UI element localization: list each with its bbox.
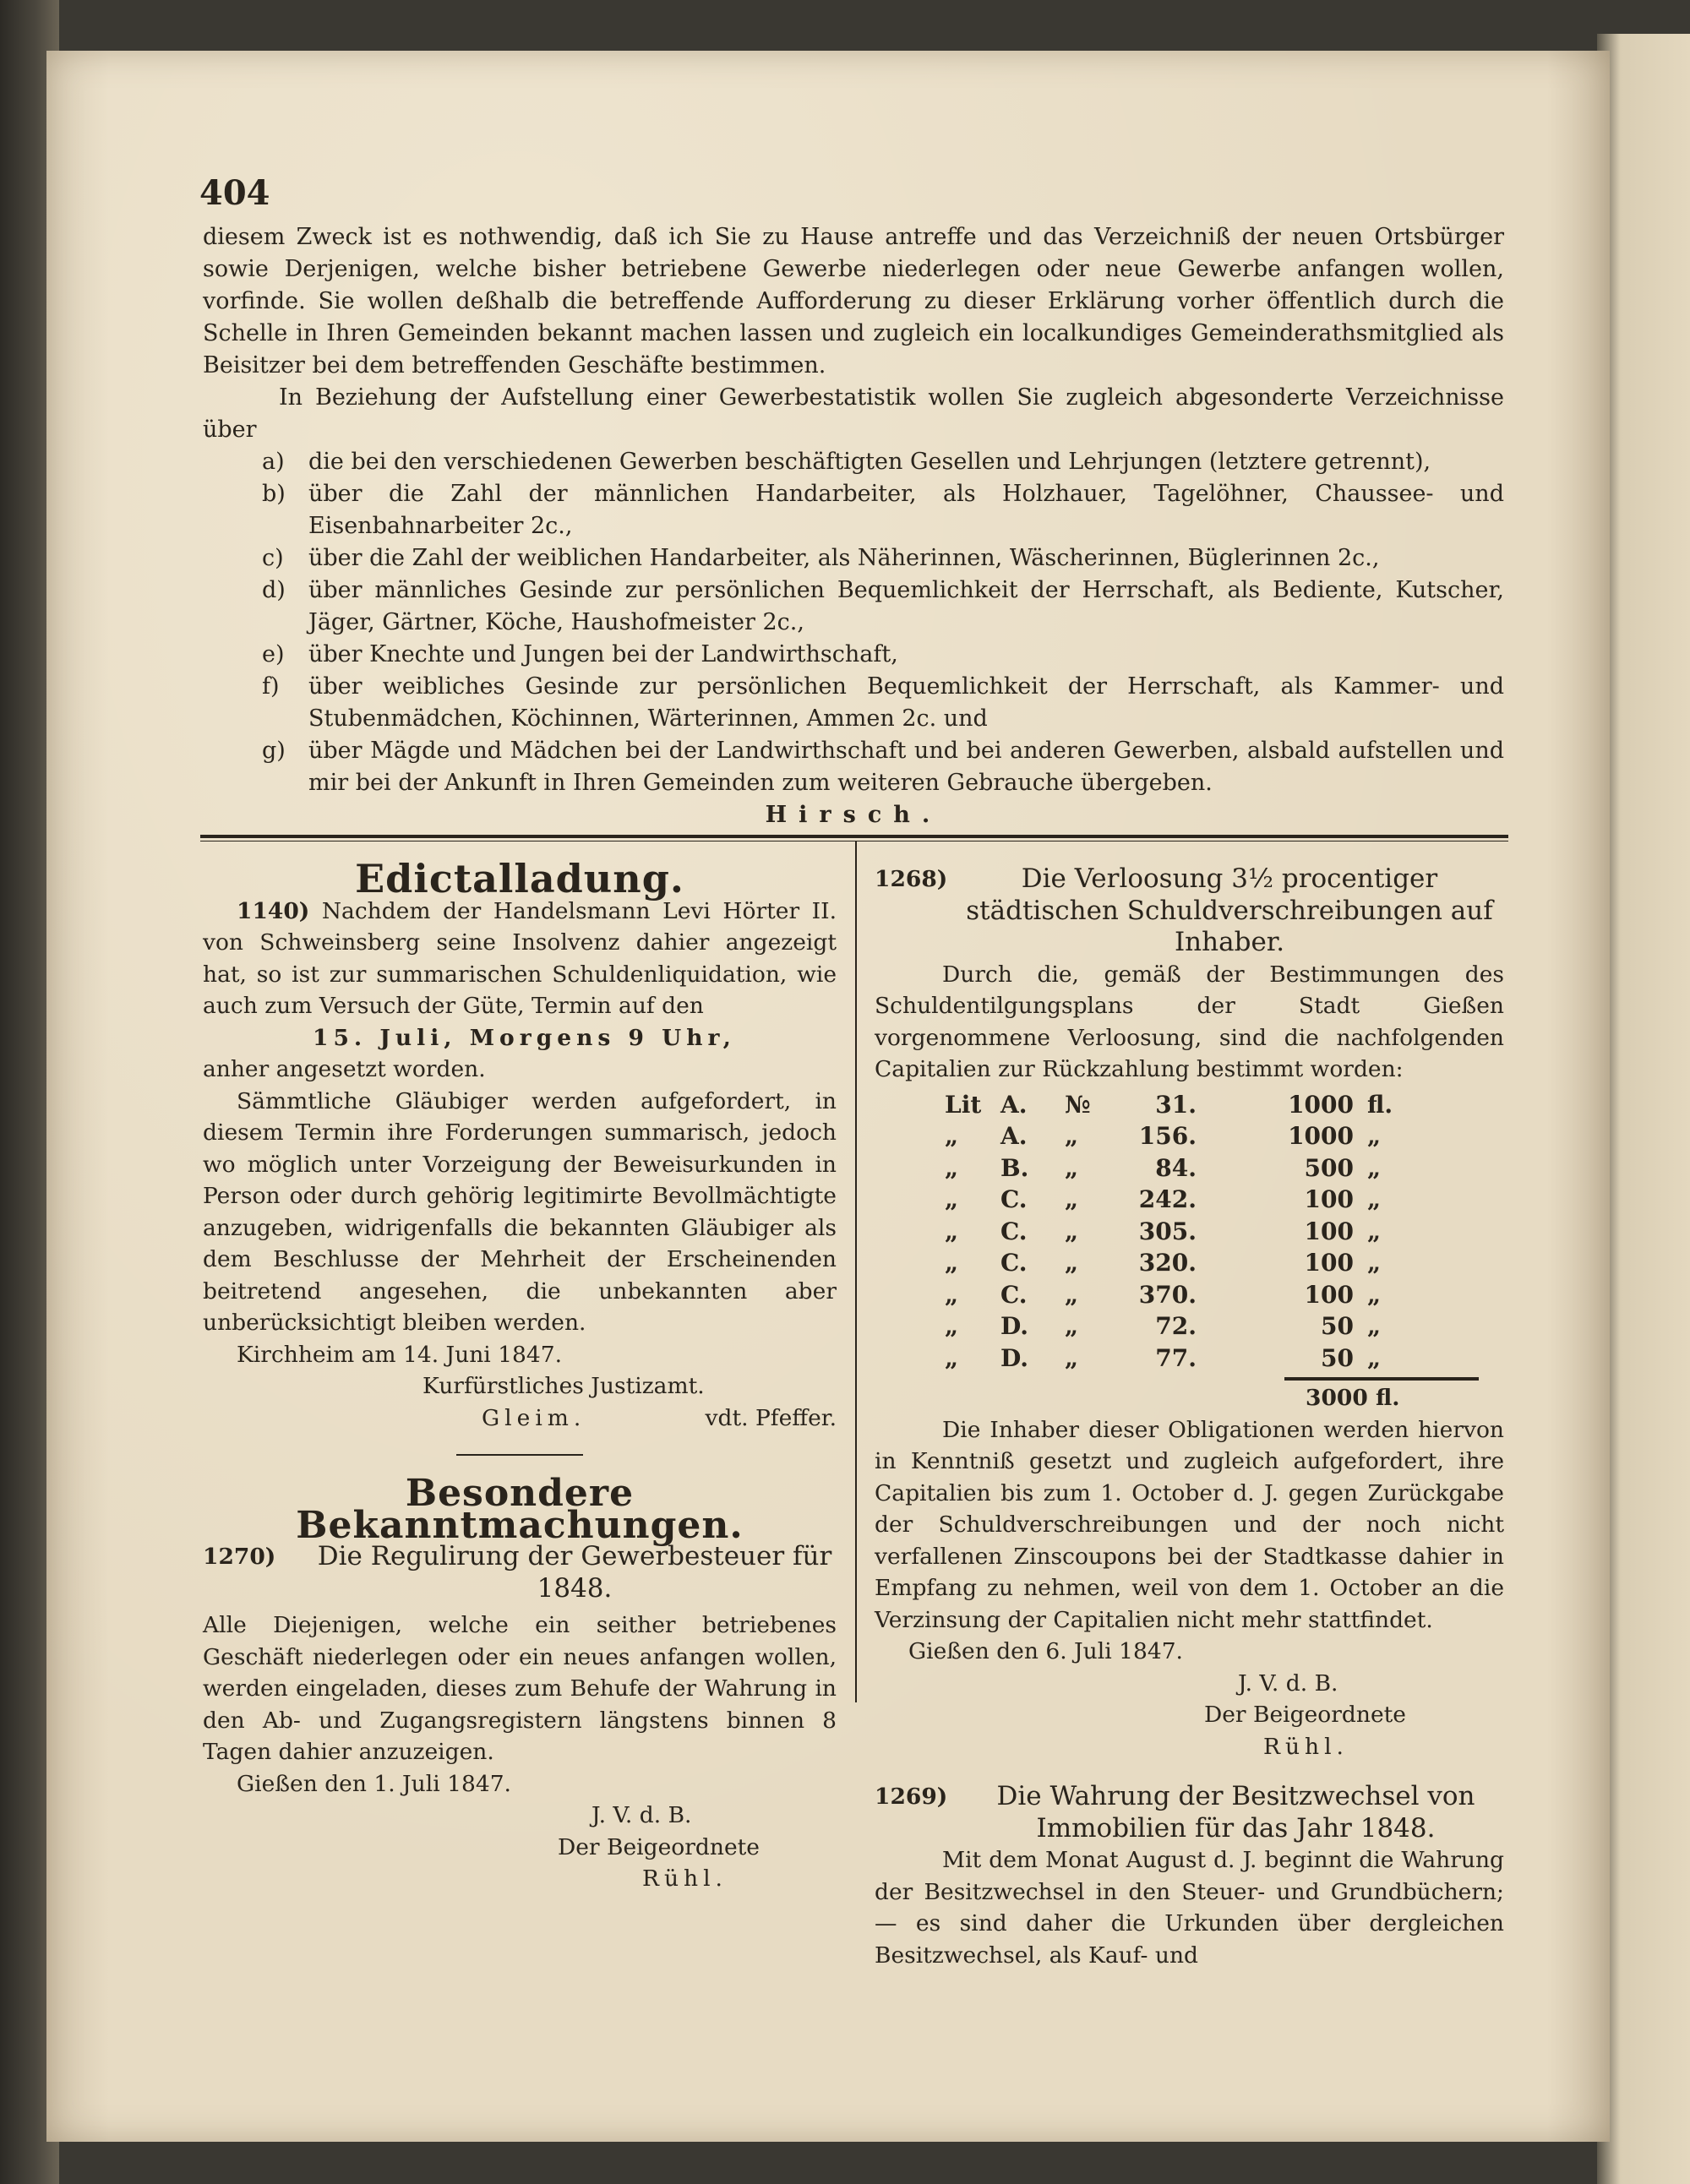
- lots-total: 3000 fl.: [1306, 1385, 1400, 1411]
- lot-unit: „: [1367, 1185, 1382, 1213]
- notice-1270-text: Alle Diejenigen, welche ein seither betriebenes Geschäft niederlegen oder ein neues anfangen wollen, werden eingeladen, dieses zum Behufe der Wahrung in den Ab- und Zugangsregistern längstens binnen 8 Tagen dahier anzuzeigen.: [203, 1612, 837, 1765]
- lot-number-sign: „: [1065, 1280, 1079, 1309]
- lot-amount: 1000: [1288, 1090, 1354, 1119]
- list-item-e: [203, 639, 1504, 671]
- list-item-b: [203, 478, 1504, 542]
- lot-letter: C.: [1000, 1249, 1028, 1277]
- lot-number: 72.: [1155, 1312, 1197, 1340]
- lot-number-sign: „: [1065, 1343, 1079, 1372]
- column-rule: [855, 841, 857, 1702]
- notice-1268-sig-3: Rühl.: [1263, 1733, 1349, 1760]
- lot-number-sign: „: [1065, 1249, 1079, 1277]
- lot-letter: C.: [1000, 1185, 1028, 1213]
- lot-letter: B.: [1000, 1153, 1029, 1182]
- notice-1270-place-date: Gießen den 1. Juli 1847.: [237, 1770, 511, 1797]
- signature-gleim: Gleim.: [482, 1404, 586, 1431]
- lot-row: [938, 1216, 1408, 1248]
- notice-1270-heading: [203, 1541, 837, 1604]
- notice-1268-heading: [875, 863, 1504, 959]
- notice-1270-title: Die Regulirung der Gewerbesteuer für 1848.: [317, 1541, 832, 1604]
- lot-unit: „: [1367, 1122, 1382, 1150]
- lot-row: [938, 1343, 1408, 1375]
- notice-1270-sig-3: Rühl.: [642, 1865, 728, 1892]
- lot-amount: 100: [1304, 1280, 1354, 1309]
- lot-row: [938, 1152, 1408, 1185]
- edict-title: Edictalladung.: [355, 856, 684, 901]
- lot-unit: „: [1367, 1312, 1382, 1340]
- lot-row: [938, 1120, 1408, 1152]
- notice-1268-sig-1: J. V. d. B.: [1238, 1669, 1338, 1697]
- notice-1269-text: Mit dem Monat August d. J. beginnt die Wahrung der Besitzwechsel in den Steuer- und Grundbüchern; — es sind daher die Urkunden über dergleichen Besitzwechsel, als Kauf- und: [875, 1847, 1504, 1969]
- notice-1268-place-date: Gießen den 6. Juli 1847.: [908, 1638, 1183, 1664]
- notices-title: Besondere Bekanntmachungen.: [296, 1472, 744, 1547]
- lot-unit: „: [1367, 1280, 1382, 1309]
- lot-number: 77.: [1155, 1343, 1197, 1372]
- lot-prefix: „: [945, 1122, 959, 1150]
- list-label: a): [262, 449, 285, 475]
- list-label: e): [262, 641, 285, 667]
- list-label: d): [262, 577, 286, 603]
- lot-row: [938, 1279, 1408, 1311]
- lot-amount: 100: [1304, 1185, 1354, 1213]
- edict-signatures: [203, 1402, 837, 1435]
- notice-1268-title: Die Verloosung 3½ procentiger städtischen Schuldverschreibungen auf Inhaber.: [966, 863, 1493, 957]
- list-item-g: [203, 735, 1504, 799]
- notice-1270-sig-2: Der Beigeordnete: [558, 1833, 760, 1860]
- right-column: [875, 863, 1504, 1971]
- list-text: über weibliches Gesinde zur persönlichen Bequemlichkeit der Herrschaft, als Kammer- und Stubenmädchen, Köchinnen, Wärterinnen, Ammen 2c. und: [308, 673, 1504, 732]
- lot-number-sign: „: [1065, 1153, 1079, 1182]
- lot-amount: 50: [1321, 1312, 1354, 1340]
- list-text: über Mägde und Mädchen bei der Landwirthschaft und bei anderen Gewerben, alsbald aufstellen und mir bei der Ankunft in Ihren Gemeinden zum weiteren Gebrauche übergeben.: [308, 738, 1504, 796]
- list-label: c): [262, 545, 284, 571]
- list-item-c: [203, 542, 1504, 575]
- lot-number: 84.: [1155, 1153, 1197, 1182]
- edict-paragraph: [203, 896, 837, 1022]
- lot-row: [938, 1247, 1408, 1279]
- lot-unit: „: [1367, 1249, 1382, 1277]
- next-page-edge: [1597, 34, 1690, 2184]
- lot-prefix: Lit: [945, 1090, 982, 1119]
- notice-1269-heading: [875, 1781, 1504, 1844]
- lot-letter: D.: [1000, 1312, 1029, 1340]
- lot-number-sign: „: [1065, 1185, 1079, 1213]
- list-text: über die Zahl der männlichen Handarbeiter, als Holzhauer, Tagelöhner, Chaussee- und Eisenbahnarbeiter 2c.,: [308, 481, 1504, 539]
- total-rule: [1284, 1377, 1479, 1381]
- edict-text: Nachdem der Handelsmann Levi Hörter II. von Schweinsberg seine Insolvenz dahier angezeigt hat, so ist zur summarischen Schuldenliquidation, wie auch zum Versuch der Güte, Termin auf den: [203, 897, 837, 1019]
- notice-number: 1268): [875, 866, 948, 892]
- notice-1268-text: Durch die, gemäß der Bestimmungen des Schuldentilgungsplans der Stadt Gießen vorgenommene Verloosung, sind die nachfolgenden Capitalien zur Rückzahlung bestimmt worden:: [875, 961, 1504, 1082]
- lot-letter: A.: [1000, 1122, 1028, 1150]
- edict-text-3: Sämmtliche Gläubiger werden aufgefordert, in diesem Termin ihre Forderungen summarisch, jedoch wo möglich unter Vorzeigung der Beweisurkunden in Person oder durch gehörig legitimirte Bevollmächtigte anzugeben, widrigenfalls die bekannten Gläubiger als dem Beschlusse der Mehrheit der Erscheinenden beitretend angesehen, die unbekannten aber unberücksichtigt bleiben werden.: [203, 1087, 837, 1336]
- lot-number-sign: „: [1065, 1312, 1079, 1340]
- lot-prefix: „: [945, 1312, 959, 1340]
- notice-1268-text-2: Die Inhaber dieser Obligationen werden hiervon in Kenntniß gesetzt und zugleich aufgefordert, ihre Capitalien bis zum 1. October d. J. gegen Zurückgabe der Schuldverschreibungen und der noch nicht verfallenen Zinscoupons bei der Stadtkasse dahier in Empfang zu nehmen, weil von dem 1. October an die Verzinsung der Capitalien nicht mehr stattfindet.: [875, 1416, 1504, 1633]
- notice-number: 1270): [203, 1544, 276, 1570]
- top-section: [203, 221, 1504, 831]
- notice-number: 1140): [237, 897, 310, 924]
- divider: [456, 1454, 583, 1456]
- lot-prefix: „: [945, 1185, 959, 1213]
- lot-amount: 500: [1304, 1153, 1354, 1182]
- lot-number-sign: „: [1065, 1217, 1079, 1245]
- lot-row: [938, 1089, 1408, 1121]
- notice-number: 1269): [875, 1784, 948, 1810]
- left-column: [203, 856, 837, 1895]
- lot-unit: „: [1367, 1153, 1382, 1182]
- lot-number: 305.: [1138, 1217, 1197, 1245]
- signature-pfeffer: vdt. Pfeffer.: [705, 1404, 837, 1431]
- lot-number: 320.: [1138, 1249, 1197, 1277]
- lot-prefix: „: [945, 1153, 959, 1182]
- lot-prefix: „: [945, 1217, 959, 1245]
- edict-date: 15. Juli, Morgens 9 Uhr,: [313, 1024, 736, 1051]
- lot-number-sign: „: [1065, 1122, 1079, 1150]
- signature-hirsch: Hirsch.: [765, 802, 942, 828]
- lot-letter: D.: [1000, 1343, 1029, 1372]
- notice-1268-sig-2: Der Beigeordnete: [1204, 1702, 1406, 1728]
- lot-number: 242.: [1138, 1185, 1197, 1213]
- list-label: f): [262, 673, 280, 700]
- lot-unit: „: [1367, 1217, 1382, 1245]
- lot-prefix: „: [945, 1343, 959, 1372]
- lot-amount: 50: [1321, 1343, 1354, 1372]
- lot-amount: 100: [1304, 1217, 1354, 1245]
- lot-number: 156.: [1138, 1122, 1197, 1150]
- edict-text-2: anher angesetzt worden.: [203, 1056, 486, 1082]
- lots-table: [938, 1089, 1408, 1375]
- page-number: 404: [199, 173, 270, 213]
- lot-amount: 1000: [1288, 1122, 1354, 1150]
- lot-number-sign: №: [1065, 1090, 1091, 1119]
- edict-office: Kurfürstliches Justizamt.: [422, 1373, 705, 1399]
- top-paragraph-2: In Beziehung der Aufstellung einer Gewerbestatistik wollen Sie zugleich abgesonderte Verzeichnisse über: [203, 384, 1504, 443]
- list-text: die bei den verschiedenen Gewerben beschäftigten Gesellen und Lehrjungen (letztere getrennt),: [308, 449, 1431, 475]
- lot-row: [938, 1184, 1408, 1216]
- lot-letter: C.: [1000, 1217, 1028, 1245]
- lot-unit: fl.: [1367, 1090, 1393, 1119]
- list-text: über Knechte und Jungen bei der Landwirthschaft,: [308, 641, 898, 667]
- lot-row: [938, 1310, 1408, 1343]
- notice-1270-sig-1: J. V. d. B.: [592, 1802, 692, 1828]
- list-item-a: [203, 446, 1504, 478]
- notice-1269-title: Die Wahrung der Besitzwechsel von Immobilien für das Jahr 1848.: [996, 1781, 1475, 1844]
- list-label: g): [262, 738, 286, 764]
- lot-number: 370.: [1138, 1280, 1197, 1309]
- list-text: über die Zahl der weiblichen Handarbeiter, als Näherinnen, Wäscherinnen, Büglerinnen 2c.,: [308, 545, 1380, 571]
- lot-number: 31.: [1155, 1090, 1197, 1119]
- list-item-f: [203, 671, 1504, 735]
- top-paragraph-1: diesem Zweck ist es nothwendig, daß ich Sie zu Hause antreffe und das Verzeichniß der neuen Ortsbürger sowie Derjenigen, welche bisher betriebene Gewerbe niederlegen oder neue Gewerbe anfangen wollen, vorfinde. Sie wollen deßhalb die betreffende Aufforderung zu dieser Erklärung vorher öffentlich durch die Schelle in Ihren Gemeinden bekannt machen lassen und zugleich ein localkundiges Gemeinderathsmitglied als Beisitzer bei dem betreffenden Geschäfte bestimmen.: [203, 224, 1504, 379]
- lot-prefix: „: [945, 1280, 959, 1309]
- lot-letter: C.: [1000, 1280, 1028, 1309]
- section-rule: [200, 835, 1508, 838]
- list-text: über männliches Gesinde zur persönlichen Bequemlichkeit der Herrschaft, als Bediente, Kutscher, Jäger, Gärtner, Köche, Haushofmeister 2c.,: [308, 577, 1504, 635]
- list-item-d: [203, 575, 1504, 639]
- lot-prefix: „: [945, 1249, 959, 1277]
- lot-unit: „: [1367, 1343, 1382, 1372]
- lot-letter: A.: [1000, 1090, 1028, 1119]
- lot-amount: 100: [1304, 1249, 1354, 1277]
- list-label: b): [262, 481, 286, 507]
- edict-place-date: Kirchheim am 14. Juni 1847.: [237, 1341, 563, 1368]
